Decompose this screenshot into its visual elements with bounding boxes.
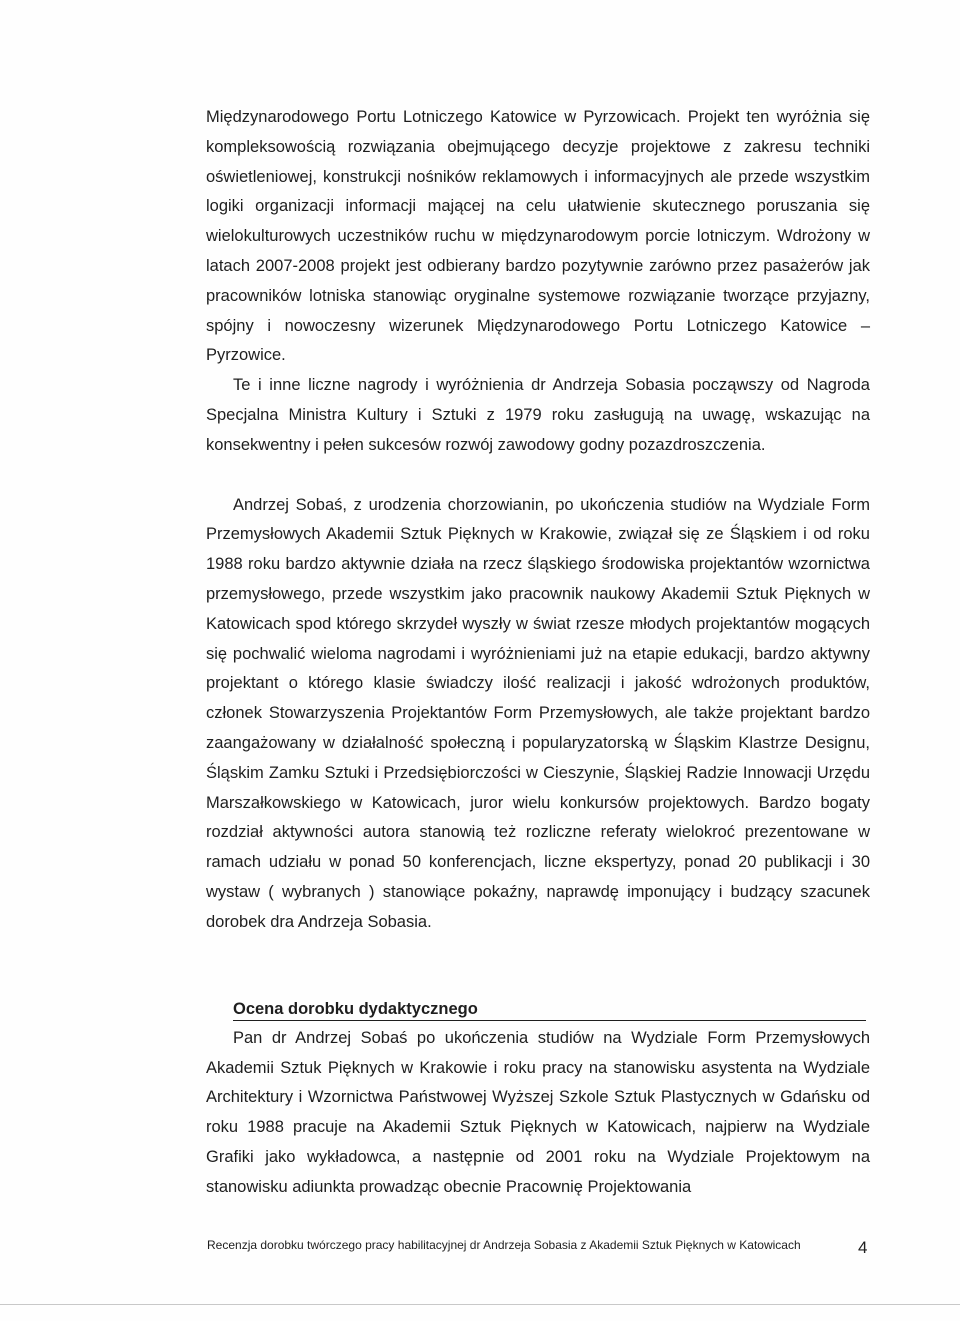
section-heading-didactic: Ocena dorobku dydaktycznego [233, 998, 866, 1021]
body-text-top [206, 103, 870, 938]
paragraph-awards: Te i inne liczne nagrody i wyróżnienia dr Andrzeja Sobasia począwszy od Nagroda Specjalna Ministra Kultury i Sztuki z 1979 roku zasługują na uwagę, wskazując na konsekwentny i pełen sukcesów rozwój zawodowy godny pozazdroszczenia. [206, 376, 870, 454]
paragraph-didactic: Pan dr Andrzej Sobaś po ukończenia studiów na Wydziale Form Przemysłowych Akademii Sztuk Pięknych w Krakowie i roku pracy na stanowisku asystenta na Wydziale Architektury i Wzornictwa Państwowej Wyższej Szkole Sztuk Plastycznych w Gdańsku od roku 1988 pracuje na Akademii Sztuk Pięknych w Katowicach, najpierw na Wydziale Grafiki jako wykładowca, a następnie od 2001 roku na Wydziale Projektowym na stanowisku adiunkta prowadząc obecnie Pracownię Projektowania [206, 1029, 870, 1196]
footer-caption: Recenzja dorobku twórczego pracy habilitacyjnej dr Andrzeja Sobasia z Akademii Sztuk Pięknych w Katowicach [207, 1238, 801, 1252]
paragraph-airport-project: Międzynarodowego Portu Lotniczego Katowice w Pyrzowicach. Projekt ten wyróżnia się kompleksowością rozwiązania obejmującego decyzje projektowe z zakresu techniki oświetleniowej, konstrukcji nośników reklamowych i informacyjnych ale przede wszystkim logiki organizacji informacji mającej na celu ułatwienie skutecznego poruszania się wielokulturowych uczestników ruchu w międzynarodowym porcie lotniczym. Wdrożony w latach 2007-2008 projekt jest odbierany bardzo pozytywnie zarówno przez pasażerów jak pracowników lotniska stanowiąc oryginalne systemowe rozwiązanie tworzące przyjazny, spójny i nowoczesny wizerunek Międzynarodowego Portu Lotniczego Katowice – Pyrzowice. [206, 108, 870, 365]
page-number: 4 [858, 1238, 868, 1257]
section-paragraph-didactic [206, 1024, 870, 1202]
paragraph-biography: Andrzej Sobaś, z urodzenia chorzowianin, po ukończenia studiów na Wydziale Form Przemysłowych Akademii Sztuk Pięknych w Krakowie, związał się ze Śląskiem i od roku 1988 roku bardzo aktywnie działa na rzecz śląskiego środowiska projektantów wzornictwa przemysłowego, przede wszystkim jako pracownik naukowy Akademii Sztuk Pięknych w Katowicach spod którego skrzydeł wyszły w świat rzesze młodych projektantów mogących się pochwalić wieloma nagrodami i wyróżnieniami już na etapie edukacji, bardzo aktywny projektant o którego klasie świadczy ilość realizacji i jakość wdrożonych produktów, członek Stowarzyszenia Projektantów Form Przemysłowych, ale także projektant bardzo zaangażowany w działalność społeczną i popularyzatorską w Śląskim Klastrze Designu, Śląskim Zamku Sztuki i Przedsiębiorczości w Cieszynie, Śląskiej Radzie Innowacji Urzędu Marszałkowskiego w Katowicach, juror wielu konkursów projektowych. Bardzo bogaty rozdział aktywności autora stanowią też rozliczne referaty wielokroć prezentowane w ramach udziału w ponad 50 konferencjach, liczne ekspertyzy, ponad 20 publikacji i 30 wystaw ( wybranych ) stanowiące pokaźny, naprawdę imponujący i budzący szacunek dorobek dra Andrzeja Sobasia. [206, 495, 870, 931]
paragraph-gap [206, 461, 870, 491]
scan-edge-line [0, 1304, 960, 1305]
